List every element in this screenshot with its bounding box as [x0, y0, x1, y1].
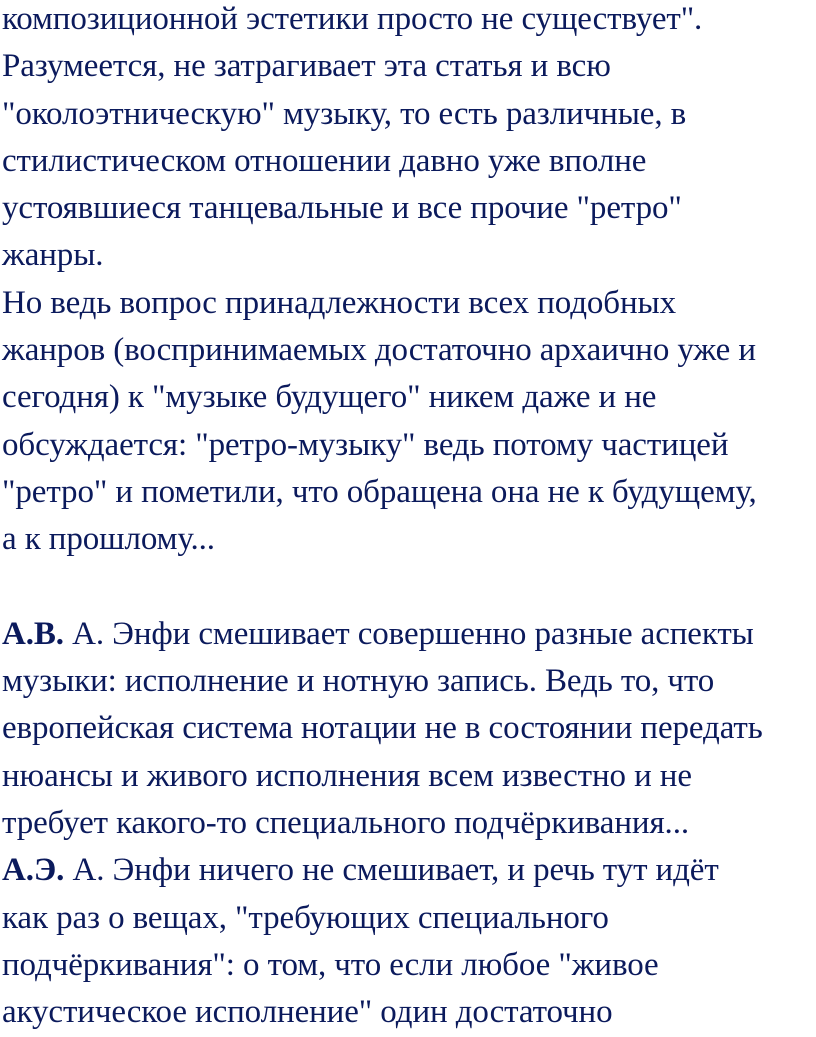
text-line: "ретро" и пометили, что обращена она не к будущему, [2, 473, 757, 510]
reply-text: А. Энфи смешивает совершенно разные аспекты [63, 615, 754, 652]
text-line: европейская система нотации не в состоянии передать [2, 710, 763, 747]
text-line: акустическое исполнение" один достаточно [2, 994, 613, 1031]
text-line: музыки: исполнение и нотную запись. Ведь то, что [2, 663, 715, 700]
document-page [2, 0, 814, 1037]
reply-av [2, 611, 814, 847]
paragraph-1 [2, 0, 814, 280]
text-line: как раз о вещах, "требующих специального [2, 899, 609, 936]
text-line: устоявшиеся танцевальные и все прочие "ретро" [2, 190, 682, 227]
text-line: жанров (воспринимаемых достаточно архаично уже и [2, 332, 756, 369]
speaker-label: А.В. [2, 615, 64, 652]
blank-line [2, 564, 814, 611]
reply-ae [2, 847, 814, 1036]
text-line: Разумеется, не затрагивает эта статья и всю [2, 48, 611, 85]
text-line: требует какого-то специального подчёркивания... [2, 805, 689, 842]
reply-text: А. Энфи ничего не смешивает, и речь тут идёт [64, 852, 719, 889]
text-line: сегодня) к "музыке будущего" никем даже и не [2, 379, 657, 416]
text-line: подчёркивания": о том, что если любое "живое [2, 946, 659, 983]
text-line: Но ведь вопрос принадлежности всех подобных [2, 284, 677, 321]
text-line: нюансы и живого исполнения всем известно и не [2, 757, 692, 794]
text-line: а к прошлому... [2, 521, 215, 558]
text-line: композиционной эстетики просто не существует". [2, 1, 703, 37]
text-line: "околоэтническую" музыку, то есть различные, в [2, 95, 687, 132]
text-line: жанры. [2, 237, 104, 274]
paragraph-2 [2, 280, 814, 564]
text-line: обсуждается: "ретро-музыку" ведь потому частицей [2, 426, 729, 463]
text-line: стилистическом отношении давно уже вполне [2, 142, 647, 179]
speaker-label: А.Э. [2, 852, 65, 889]
reply-first-line [2, 611, 814, 658]
reply-first-line [2, 847, 814, 894]
